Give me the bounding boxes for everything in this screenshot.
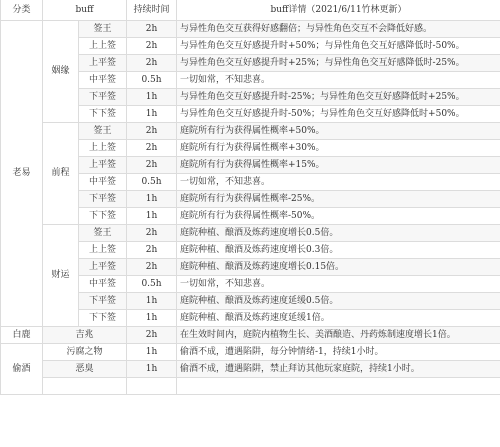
header-category: 分类 [1, 0, 43, 21]
duration-cell: 2h [127, 21, 177, 38]
detail-cell: 一切如常，不知悲喜。 [177, 174, 500, 191]
table-row [1, 225, 500, 242]
duration-cell: 1h [127, 106, 177, 123]
level-cell: 下下签 [79, 106, 127, 123]
level-cell: 下下签 [79, 208, 127, 225]
level-cell: 上平签 [79, 157, 127, 174]
level-cell: 上上签 [79, 38, 127, 55]
level-cell: 恶臭 [43, 361, 127, 378]
level-cell: 下下签 [79, 310, 127, 327]
level-cell: 签王 [79, 225, 127, 242]
duration-cell: 1h [127, 208, 177, 225]
level-cell: 上上签 [79, 242, 127, 259]
table-row [1, 378, 500, 395]
subgroup-cell: 姻缘 [43, 21, 79, 123]
level-cell: 污腐之物 [43, 344, 127, 361]
duration-cell: 2h [127, 242, 177, 259]
table-row [1, 123, 500, 140]
duration-cell: 2h [127, 259, 177, 276]
category-cell: 老易 [1, 21, 43, 327]
duration-cell: 1h [127, 293, 177, 310]
detail-cell: 庭院所有行为获得属性概率+15%。 [177, 157, 500, 174]
table-row [1, 361, 500, 378]
level-cell: 吉兆 [43, 327, 127, 344]
detail-cell: 与异性角色交互好感提升时+25%；与异性角色交互好感降低时-25%。 [177, 55, 500, 72]
level-cell: 下平签 [79, 293, 127, 310]
level-cell: 签王 [79, 123, 127, 140]
duration-cell: 2h [127, 157, 177, 174]
subgroup-cell: 前程 [43, 123, 79, 225]
detail-cell: 庭院所有行为获得属性概率+50%。 [177, 123, 500, 140]
duration-cell [127, 378, 177, 395]
duration-cell: 2h [127, 55, 177, 72]
header-duration: 持续时间 [127, 0, 177, 21]
duration-cell: 1h [127, 89, 177, 106]
duration-cell: 0.5h [127, 174, 177, 191]
table-row [1, 21, 500, 38]
detail-cell: 庭院种植、酿酒及炼药速度增长0.15倍。 [177, 259, 500, 276]
level-cell: 中平签 [79, 72, 127, 89]
level-cell: 上平签 [79, 55, 127, 72]
detail-cell: 与异性角色交互好感提升时-50%；与异性角色交互好感降低时+50%。 [177, 106, 500, 123]
level-cell: 中平签 [79, 174, 127, 191]
table-row [1, 327, 500, 344]
detail-cell: 庭院种植、酿酒及炼药速度增长0.3倍。 [177, 242, 500, 259]
detail-cell: 庭院所有行为获得属性概率-25%。 [177, 191, 500, 208]
detail-cell: 一切如常，不知悲喜。 [177, 72, 500, 89]
subgroup-cell: 财运 [43, 225, 79, 327]
duration-cell: 2h [127, 327, 177, 344]
detail-cell: 庭院种植、酿酒及炼药速度延缓0.5倍。 [177, 293, 500, 310]
detail-cell: 与异性角色交互获得好感翻倍；与异性角色交互不会降低好感。 [177, 21, 500, 38]
detail-cell: 一切如常，不知悲喜。 [177, 276, 500, 293]
duration-cell: 2h [127, 225, 177, 242]
duration-cell: 1h [127, 344, 177, 361]
detail-cell: 庭院种植、酿酒及炼药速度延缓1倍。 [177, 310, 500, 327]
duration-cell: 0.5h [127, 276, 177, 293]
level-cell [43, 378, 127, 395]
level-cell: 下平签 [79, 89, 127, 106]
duration-cell: 2h [127, 38, 177, 55]
detail-cell: 偷酒不成，遭遇陷阱，每分钟情绪-1，持续1小时。 [177, 344, 500, 361]
detail-cell: 庭院所有行为获得属性概率+30%。 [177, 140, 500, 157]
duration-cell: 0.5h [127, 72, 177, 89]
duration-cell: 2h [127, 123, 177, 140]
level-cell: 上上签 [79, 140, 127, 157]
detail-cell: 庭院种植、酿酒及炼药速度增长0.5倍。 [177, 225, 500, 242]
header-detail: buff详情（2021/6/11竹林更新） [177, 0, 500, 21]
detail-cell: 与异性角色交互好感提升时-25%；与异性角色交互好感降低时+25%。 [177, 89, 500, 106]
header-buff: buff [43, 0, 127, 21]
detail-cell: 庭院所有行为获得属性概率-50%。 [177, 208, 500, 225]
level-cell: 上平签 [79, 259, 127, 276]
duration-cell: 1h [127, 310, 177, 327]
duration-cell: 1h [127, 361, 177, 378]
level-cell: 下平签 [79, 191, 127, 208]
detail-cell: 在生效时间内，庭院内植物生长、美酒酿造、丹药炼制速度增长1倍。 [177, 327, 500, 344]
duration-cell: 1h [127, 191, 177, 208]
level-cell: 签王 [79, 21, 127, 38]
level-cell: 中平签 [79, 276, 127, 293]
category-cell: 偷酒 [1, 344, 43, 395]
duration-cell: 2h [127, 140, 177, 157]
detail-cell: 与异性角色交互好感提升时+50%；与异性角色交互好感降低时-50%。 [177, 38, 500, 55]
header-row [1, 0, 500, 21]
table-row [1, 344, 500, 361]
detail-cell: 偷酒不成，遭遇陷阱，禁止拜访其他玩家庭院，持续1小时。 [177, 361, 500, 378]
detail-cell [177, 378, 500, 395]
category-cell: 白鹿 [1, 327, 43, 344]
